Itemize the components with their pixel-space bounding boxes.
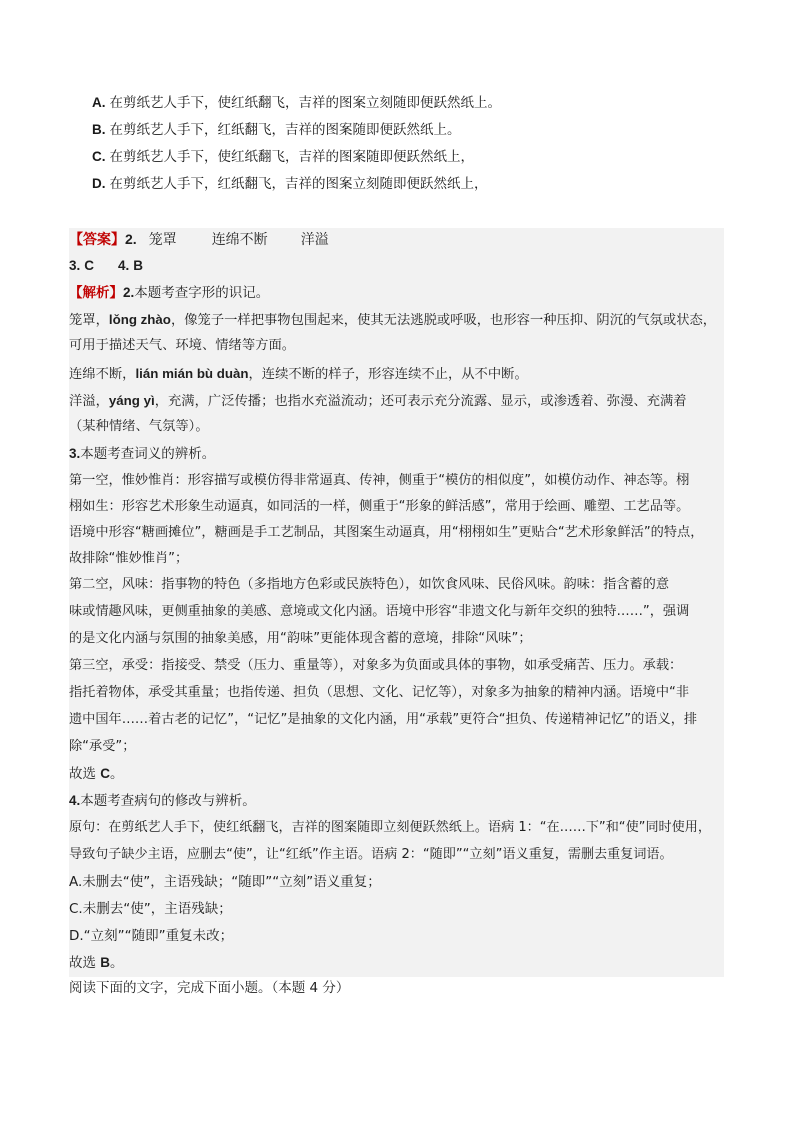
q3-p3-line-1 xyxy=(69,653,724,680)
analysis-line-1 xyxy=(69,280,724,307)
q4-answer: B xyxy=(133,258,144,273)
q3-p3-line-4 xyxy=(69,734,724,761)
paragraph-text: 指托着物体，承受其重量；也指传递、担负（思想、文化、记忆等），对象多为抽象的精神内涵。语境中“非 xyxy=(69,685,690,700)
q4-orig-line-2 xyxy=(69,842,724,869)
q3-answer: C xyxy=(84,258,95,273)
option-text: 在剪纸艺人手下，使红纸翻飞，吉祥的图案随即便跃然纸上， xyxy=(109,149,474,165)
option-a xyxy=(92,92,501,119)
answer-line-1 xyxy=(69,228,724,254)
options-list xyxy=(92,92,501,200)
paragraph-text: A.未删去“使”，主语残缺；“随即”“立刻”语义重复； xyxy=(69,874,381,890)
paragraph-text: 第一空，惟妙惟肖：形容描写或模仿得非常逼真、传神，侧重于“模仿的相似度”，如模仿动作、神态等。栩 xyxy=(69,473,690,488)
q3-number: 3. xyxy=(69,258,81,273)
conclusion-answer: C xyxy=(100,766,111,781)
q3-p1-line-3 xyxy=(69,520,724,546)
option-text: 在剪纸艺人手下，使红纸翻飞，吉祥的图案立刻随即便跃然纸上。 xyxy=(109,95,501,111)
analysis-q3-heading xyxy=(69,442,724,468)
analysis-q3-number: 3. xyxy=(69,446,81,461)
analysis-q4-number: 4. xyxy=(69,793,81,808)
term-pinyin: lián mián bù duàn xyxy=(135,366,249,381)
answer-word-2: 连绵不断 xyxy=(211,232,268,248)
option-c xyxy=(92,146,501,173)
option-key: C. xyxy=(92,149,106,164)
paragraph-text: C.未删去“使”，主语残缺； xyxy=(69,901,232,917)
lianmian-line xyxy=(69,361,724,388)
term-definition-cont: （某种情绪、气氛等）。 xyxy=(69,419,209,434)
analysis-q4-heading xyxy=(69,788,724,815)
q4-option-d xyxy=(69,923,724,950)
term-pinyin: lǒng zhào xyxy=(108,312,171,327)
next-section-instruction xyxy=(69,977,724,1003)
answer-tag: 【答案】 xyxy=(69,232,125,248)
option-text: 在剪纸艺人手下，红纸翻飞，吉祥的图案立刻随即便跃然纸上， xyxy=(109,176,488,192)
q3-p1-line-1 xyxy=(69,468,724,494)
term-definition: ，充满，广泛传播；也指水充溢流动；还可表示充分流露、显示，或渗透着、弥漫、充满着 xyxy=(154,394,687,409)
conclusion-suffix: 。 xyxy=(110,766,124,782)
q4-number: 4. xyxy=(118,258,130,273)
q4-conclusion xyxy=(69,950,724,977)
option-b xyxy=(92,119,501,146)
option-key: A. xyxy=(92,95,106,110)
term-word: 笼罩， xyxy=(69,313,109,328)
q3-p3-line-2 xyxy=(69,680,724,707)
paragraph-text: 导致句子缺少主语，应删去“使”，让“红纸”作主语。语病 2：“随即”“立刻”语义重复，需删去重复词语。 xyxy=(69,847,673,862)
analysis-q2-intro: 本题考查字形的识记。 xyxy=(134,285,270,301)
analysis-q3-intro: 本题考查词义的辨析。 xyxy=(80,446,216,462)
q3-p2-line-2 xyxy=(69,599,724,626)
conclusion-suffix: 。 xyxy=(110,955,124,971)
paragraph-text: D.“立刻”“随即”重复未改； xyxy=(69,928,234,944)
conclusion-prefix: 故选 xyxy=(69,955,101,971)
answer-line-2 xyxy=(69,254,724,280)
q3-p1-line-2 xyxy=(69,494,724,520)
paragraph-text: 第二空，风味：指事物的特色（多指地方色彩或民族特色），如饮食风味、民俗风味。韵味：指含蓄的意 xyxy=(69,577,670,592)
yangyi-line-2 xyxy=(69,415,724,442)
term-definition-cont: 可用于描述天气、环境、情绪等方面。 xyxy=(69,338,296,353)
analysis-tag: 【解析】 xyxy=(69,285,123,301)
paragraph-text: 故排除“惟妙惟肖”； xyxy=(69,551,189,566)
q3-p3-line-3 xyxy=(69,707,724,734)
q2-number: 2. xyxy=(125,231,137,247)
paragraph-text: 除“承受”； xyxy=(69,739,136,754)
term-pinyin: yáng yì xyxy=(108,393,155,408)
term-definition: ，连续不断的样子，形容连续不止，从不中断。 xyxy=(248,367,528,382)
conclusion-prefix: 故选 xyxy=(69,766,101,782)
paragraph-text: 遗中国年……着古老的记忆”，“记忆”是抽象的文化内涵，用“承载”更符合“担负、传递精神记忆”的语义，排 xyxy=(69,712,698,727)
paragraph-text: 第三空，承受：指接受、禁受（压力、重量等），对象多为负面或具体的事物，如承受痛苦、压力。承载： xyxy=(69,658,683,673)
yangyi-line xyxy=(69,388,724,415)
paragraph-text: 的是文化内涵与氛围的抽象美感，用“韵味”更能体现含蓄的意境，排除“风味”； xyxy=(69,631,532,646)
q3-p1-line-4 xyxy=(69,546,724,572)
longzhao-line xyxy=(69,307,724,334)
answer-word-3: 洋溢 xyxy=(300,232,329,248)
q4-orig-line-1 xyxy=(69,815,724,842)
option-key: D. xyxy=(92,176,106,191)
conclusion-answer: B xyxy=(100,955,111,970)
answer-analysis-block xyxy=(69,228,724,1003)
next-section-text: 阅读下面的文字，完成下面小题。（本题 4 分） xyxy=(69,980,350,996)
paragraph-text: 原句：在剪纸艺人手下，使红纸翻飞，吉祥的图案随即立刻便跃然纸上。语病 1：“在……下”和“使”同时使用， xyxy=(69,820,711,835)
analysis-q4-intro: 本题考查病句的修改与辨析。 xyxy=(80,793,256,809)
q4-option-a xyxy=(69,869,724,896)
q3-p2-line-1 xyxy=(69,572,724,599)
term-word: 连绵不断， xyxy=(69,367,136,382)
option-text: 在剪纸艺人手下，红纸翻飞，吉祥的图案随即便跃然纸上。 xyxy=(109,122,461,138)
option-key: B. xyxy=(92,122,106,137)
answer-word-1: 笼罩 xyxy=(148,232,177,248)
option-d xyxy=(92,173,501,200)
paragraph-text: 语境中形容“糖画摊位”，糖画是手工艺制品，其图案生动逼真，用“栩栩如生”更贴合“艺术形象鲜活”的特点， xyxy=(69,525,704,540)
q3-conclusion xyxy=(69,761,724,788)
q4-option-c xyxy=(69,896,724,923)
paragraph-text: 味或情趣风味，更侧重抽象的美感、意境或文化内涵。语境中形容“非遗文化与新年交织的独特……”，强调 xyxy=(69,604,690,619)
q3-p2-line-3 xyxy=(69,626,724,653)
longzhao-line-2 xyxy=(69,334,724,361)
analysis-q2-number: 2. xyxy=(123,285,135,300)
term-word: 洋溢， xyxy=(69,394,109,409)
paragraph-text: 栩如生：形容艺术形象生动逼真，如同活的一样，侧重于“形象的鲜活感”，常用于绘画、雕塑、工艺品等。 xyxy=(69,499,690,514)
term-definition: ，像笼子一样把事物包围起来，使其无法逃脱或呼吸，也形容一种压抑、阴沉的气氛或状态， xyxy=(170,313,717,328)
